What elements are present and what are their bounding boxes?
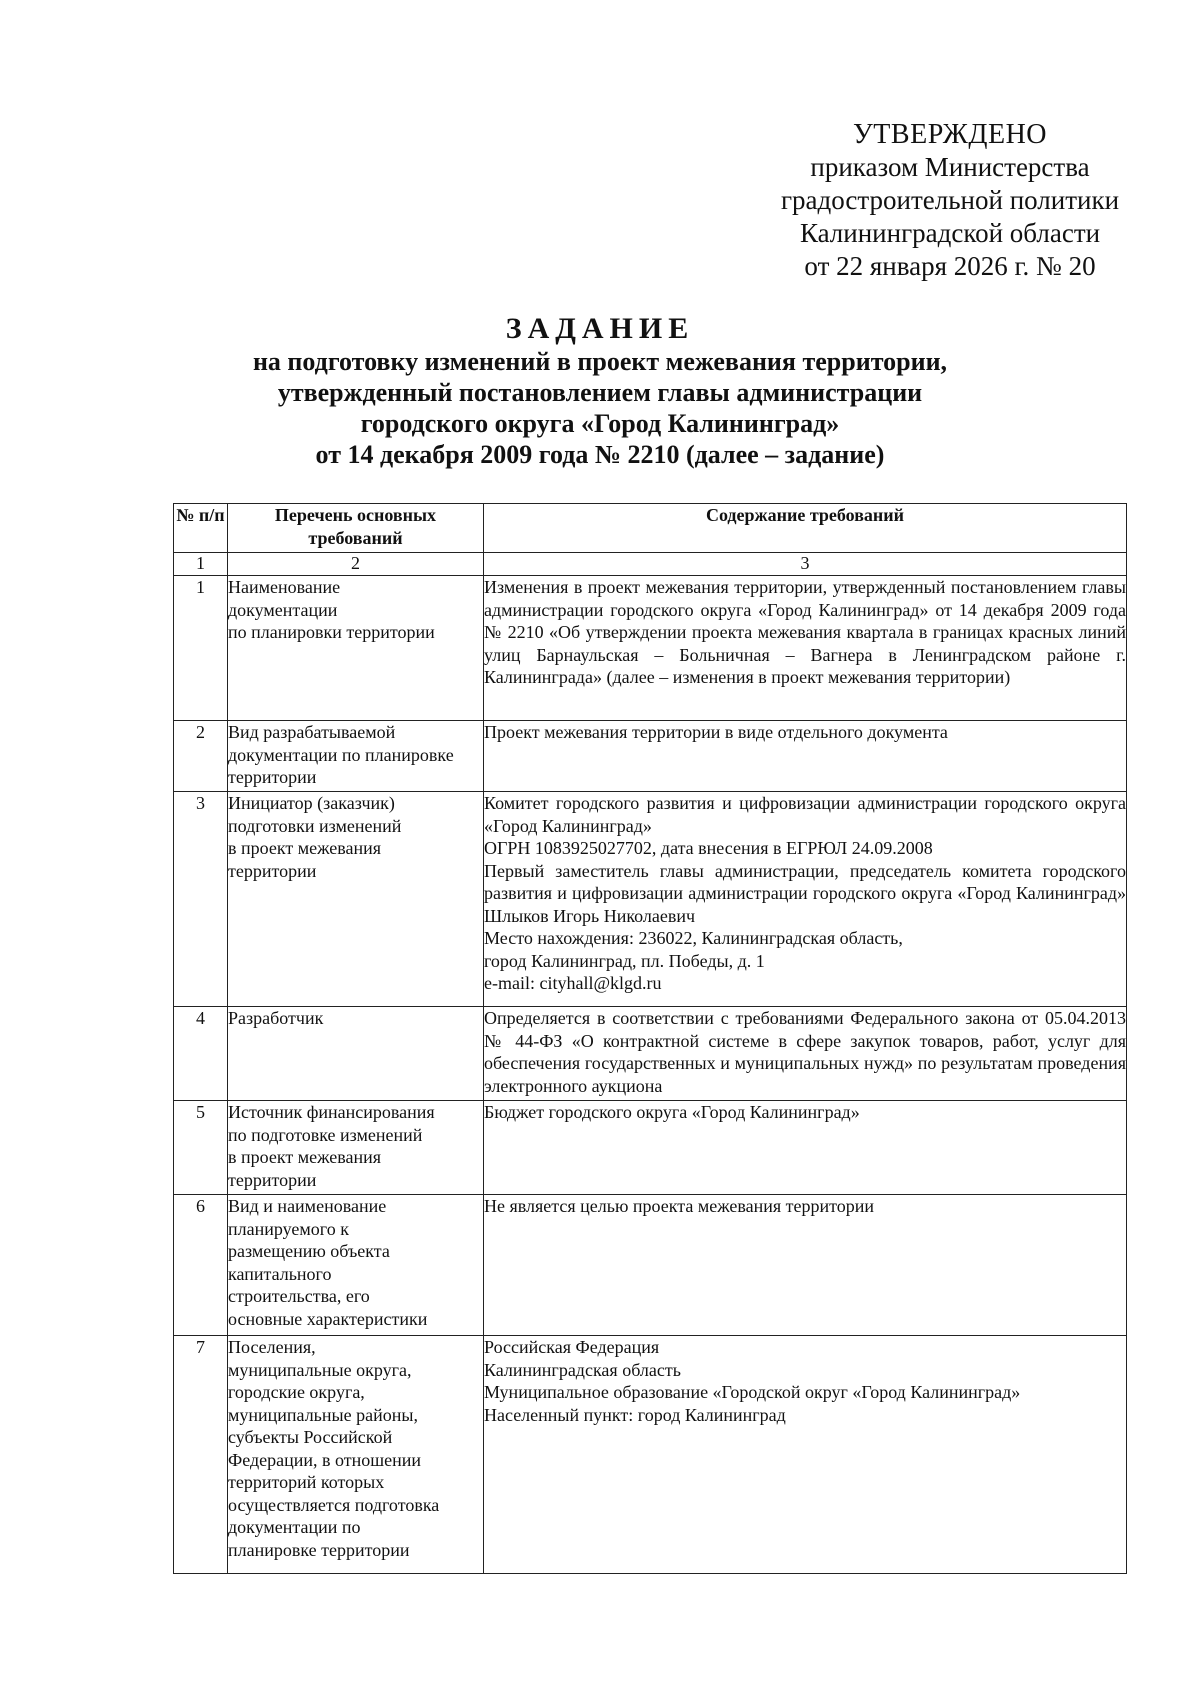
approval-line: от 22 января 2026 г. № 20 (804, 251, 1096, 281)
approval-line: градостроительной политики (780, 185, 1120, 215)
requirement-line: Вид и наименование (228, 1196, 387, 1216)
approval-heading: УТВЕРЖДЕНО (852, 119, 1048, 150)
row-requirement (228, 576, 484, 721)
table-row (174, 1007, 1127, 1101)
row-content (484, 1007, 1127, 1101)
requirement-line: документации по (228, 1517, 361, 1537)
row-content (484, 576, 1127, 721)
requirement-line: подготовки изменений (228, 815, 402, 836)
content-email: e-mail: cityhall@klgd.ru (484, 973, 662, 993)
table-row (174, 1195, 1127, 1336)
row-requirement (228, 1336, 484, 1574)
requirement-line: муниципальные районы, (228, 1404, 418, 1425)
content-text: Муниципальное образование «Городской округ «Город Калининград» (484, 1382, 1021, 1402)
content-text: город Калининград, пл. Победы, д. 1 (484, 950, 765, 971)
table-row (174, 576, 1127, 721)
row-num: 7 (174, 1336, 228, 1574)
content-text: Первый заместитель главы администрации, председатель комитета городского развития и цифровизации администрации городского округа «Город Калининград» Шлыков Игорь Николаевич (484, 860, 1126, 926)
header-num: № п/п (174, 504, 228, 553)
content-text: Место нахождения: 236022, Калининградская область, (484, 928, 903, 948)
table-row (174, 721, 1127, 792)
requirement-line: капитального (228, 1263, 332, 1284)
row-content (484, 1195, 1127, 1336)
requirement-line: по планировки территории (228, 622, 435, 642)
requirement-line: Наименование (228, 577, 341, 597)
document-subtitle (150, 346, 1050, 470)
row-content (484, 792, 1127, 1007)
requirement-line: Источник финансирования (228, 1102, 435, 1122)
table-row (174, 1336, 1127, 1574)
row-num: 4 (174, 1007, 228, 1101)
requirement-line: Инициатор (заказчик) (228, 793, 395, 813)
requirement-line: размещению объекта (228, 1241, 390, 1261)
document-title: ЗАДАНИЕ (505, 312, 695, 345)
requirement-line: основные характеристики (228, 1308, 428, 1329)
content-text: Не является целью проекта межевания территории (484, 1196, 875, 1216)
requirement-line: субъекты Российской (228, 1427, 393, 1447)
row-content (484, 721, 1127, 792)
content-text: ОГРН 1083925027702, дата внесения в ЕГРЮЛ 24.09.2008 (484, 838, 933, 858)
requirement-line: в проект межевания (228, 1147, 382, 1167)
requirement-line: по подготовке изменений (228, 1124, 423, 1145)
approval-stamp (770, 118, 1130, 283)
requirement-line: территории (228, 860, 317, 881)
requirement-line: Поселения, (228, 1337, 316, 1357)
requirement-line: в проект межевания (228, 838, 382, 858)
requirement-line: документации (228, 599, 338, 620)
document-title-block (150, 312, 1050, 470)
row-content (484, 1336, 1127, 1574)
requirements-table (173, 503, 1127, 1574)
column-number: 1 (174, 553, 228, 576)
row-requirement (228, 1101, 484, 1195)
row-requirement (228, 792, 484, 1007)
content-text: Проект межевания территории в виде отдельного документа (484, 722, 948, 742)
content-text: Бюджет городского округа «Город Калининград» (484, 1102, 860, 1122)
row-requirement (228, 1007, 484, 1101)
requirement-line: муниципальные округа, (228, 1359, 412, 1380)
column-number: 2 (228, 553, 484, 576)
table-row (174, 1101, 1127, 1195)
content-text: Определяется в соответствии с требованиями Федерального закона от 05.04.2013 № 44-ФЗ «О контрактной системе в сфере закупок товаров, работ, услуг для обеспечения государственных и муниципальных нужд» по результатам проведения электронного аукциона (484, 1008, 1126, 1096)
row-num: 5 (174, 1101, 228, 1195)
row-requirement (228, 1195, 484, 1336)
row-requirement (228, 721, 484, 792)
requirement-line: Федерации, в отношении (228, 1449, 422, 1470)
subtitle-line: утвержденный постановлением главы администрации (277, 378, 923, 407)
requirement-line: строительства, его (228, 1286, 370, 1306)
content-text: Российская Федерация (484, 1337, 660, 1357)
header-content: Содержание требований (484, 504, 1127, 553)
requirement-line: Вид разрабатываемой (228, 722, 396, 742)
column-number: 3 (484, 553, 1127, 576)
requirement-line: документации по планировке (228, 744, 454, 765)
table-row (174, 792, 1127, 1007)
requirement-line: осуществляется подготовка (228, 1494, 440, 1515)
requirement-line: территории (228, 767, 317, 787)
approval-line: Калининградской области (799, 218, 1101, 248)
table-header-row (174, 504, 1127, 553)
requirement-line: территорий которых (228, 1472, 385, 1492)
subtitle-line: городского округа «Город Калининград» (360, 409, 840, 438)
requirement-line: Разработчик (228, 1008, 324, 1028)
content-text: Калининградская область (484, 1359, 681, 1380)
requirement-line: городские округа, (228, 1382, 365, 1402)
approval-line: приказом Министерства (810, 152, 1090, 182)
row-num: 1 (174, 576, 228, 721)
row-num: 3 (174, 792, 228, 1007)
content-text: Изменения в проект межевания территории, утвержденный постановлением главы администрации городского округа «Город Калининград» от 14 декабря 2009 года № 2210 «Об утверждении проекта межевания квартала в границах красных линий улиц Барнаульская – Больничная – Вагнера в Ленинградском районе г. Калининграда» (далее – изменения в проект межевания территории) (484, 577, 1126, 687)
subtitle-line: от 14 декабря 2009 года № 2210 (далее – задание) (315, 440, 885, 469)
requirement-line: планировке территории (228, 1539, 410, 1560)
subtitle-line: на подготовку изменений в проект межевания территории, (252, 347, 948, 376)
content-text: Комитет городского развития и цифровизации администрации городского округа «Город Калининград» (484, 793, 1126, 836)
row-content (484, 1101, 1127, 1195)
requirement-line: территории (228, 1169, 317, 1190)
header-requirement: Перечень основных требований (228, 504, 484, 553)
row-num: 6 (174, 1195, 228, 1336)
requirement-line: планируемого к (228, 1218, 349, 1239)
content-text: Населенный пункт: город Калининград (484, 1404, 786, 1425)
column-numbers-row (174, 553, 1127, 576)
row-num: 2 (174, 721, 228, 792)
